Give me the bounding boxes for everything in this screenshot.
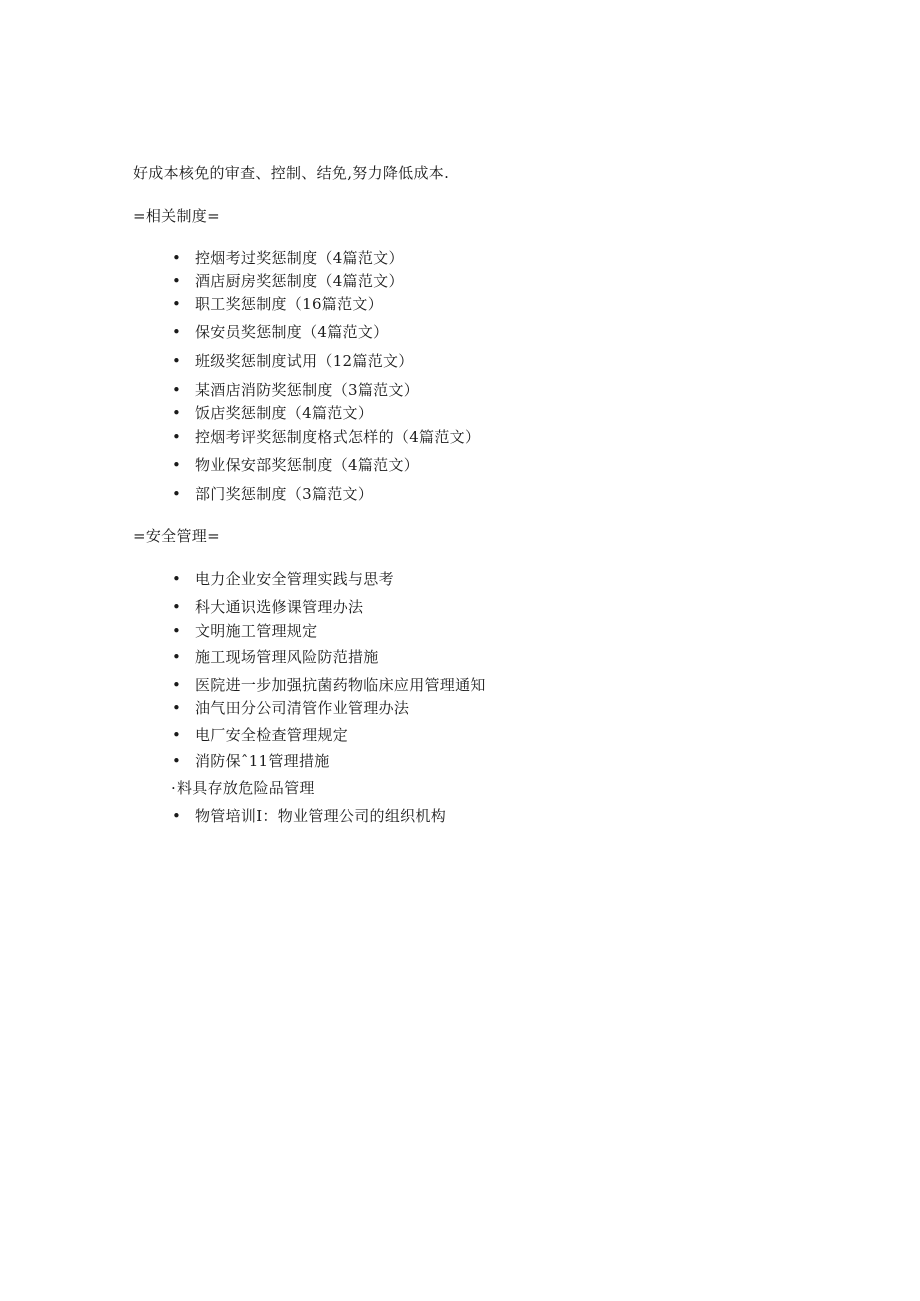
list-item-link[interactable]: 电厂安全检查管理规定	[195, 726, 349, 744]
bullet-icon: •	[172, 726, 181, 744]
list-item-link[interactable]: 物业保安部奖惩制度（4篇范文）	[195, 456, 420, 474]
list-item-link[interactable]: 职工奖惩制度（16篇范文）	[195, 295, 383, 313]
section-heading-related: =相关制度=	[133, 207, 220, 225]
list-item-link[interactable]: 部门奖惩制度（3篇范文）	[195, 485, 374, 503]
bullet-icon: •	[172, 648, 181, 666]
list-item-link[interactable]: 保安员奖惩制度（4篇范文）	[195, 323, 389, 341]
bullet-icon: •	[172, 598, 181, 616]
list-item-link[interactable]: 料具存放危险品管理	[177, 779, 315, 797]
bullet-icon: •	[172, 699, 181, 717]
list-item-link[interactable]: 控烟考评奖惩制度格式怎样的（4篇范文）	[195, 428, 481, 446]
bullet-icon: •	[172, 807, 181, 825]
list-item-link[interactable]: 医院进一步加强抗菌药物临床应用管理通知	[195, 676, 486, 694]
list-item-link[interactable]: 油气田分公司清管作业管理办法	[195, 699, 410, 717]
list-item-link[interactable]: 文明施工管理规定	[195, 622, 318, 640]
list-item-link[interactable]: 某酒店消防奖惩制度（3篇范文）	[195, 381, 420, 399]
intro-paragraph: 好成本核免的审查、控制、结免,努力降低成本.	[133, 164, 450, 182]
list-item-link[interactable]: 饭店奖惩制度（4篇范文）	[195, 404, 374, 422]
bullet-icon: •	[172, 456, 181, 474]
bullet-icon: •	[172, 428, 181, 446]
bullet-icon: •	[172, 622, 181, 640]
bullet-icon: •	[172, 485, 181, 503]
list-item-link[interactable]: 电力企业安全管理实践与思考	[195, 570, 394, 588]
bullet-icon: •	[172, 249, 181, 267]
odd-item-prefix: ·	[171, 779, 177, 797]
list-item-link[interactable]: 消防保ˆ11管理措施	[195, 752, 330, 770]
bullet-icon: •	[172, 295, 181, 313]
list-item-link[interactable]: 物管培训I：物业管理公司的组织机构	[195, 807, 447, 825]
bullet-icon: •	[172, 272, 181, 290]
list-item-link[interactable]: 施工现场管理风险防范措施	[195, 648, 379, 666]
bullet-icon: •	[172, 381, 181, 399]
bullet-icon: •	[172, 352, 181, 370]
bullet-icon: •	[172, 752, 181, 770]
list-item-link[interactable]: 酒店厨房奖惩制度（4篇范文）	[195, 272, 404, 290]
list-item-link[interactable]: 控烟考过奖惩制度（4篇范文）	[195, 249, 404, 267]
bullet-icon: •	[172, 570, 181, 588]
bullet-icon: •	[172, 323, 181, 341]
bullet-icon: •	[172, 404, 181, 422]
list-item-link[interactable]: 班级奖惩制度试用（12篇范文）	[195, 352, 414, 370]
bullet-icon: •	[172, 676, 181, 694]
section-heading-safety: =安全管理=	[133, 527, 220, 545]
list-item-link[interactable]: 科大通识选修课管理办法	[195, 598, 364, 616]
